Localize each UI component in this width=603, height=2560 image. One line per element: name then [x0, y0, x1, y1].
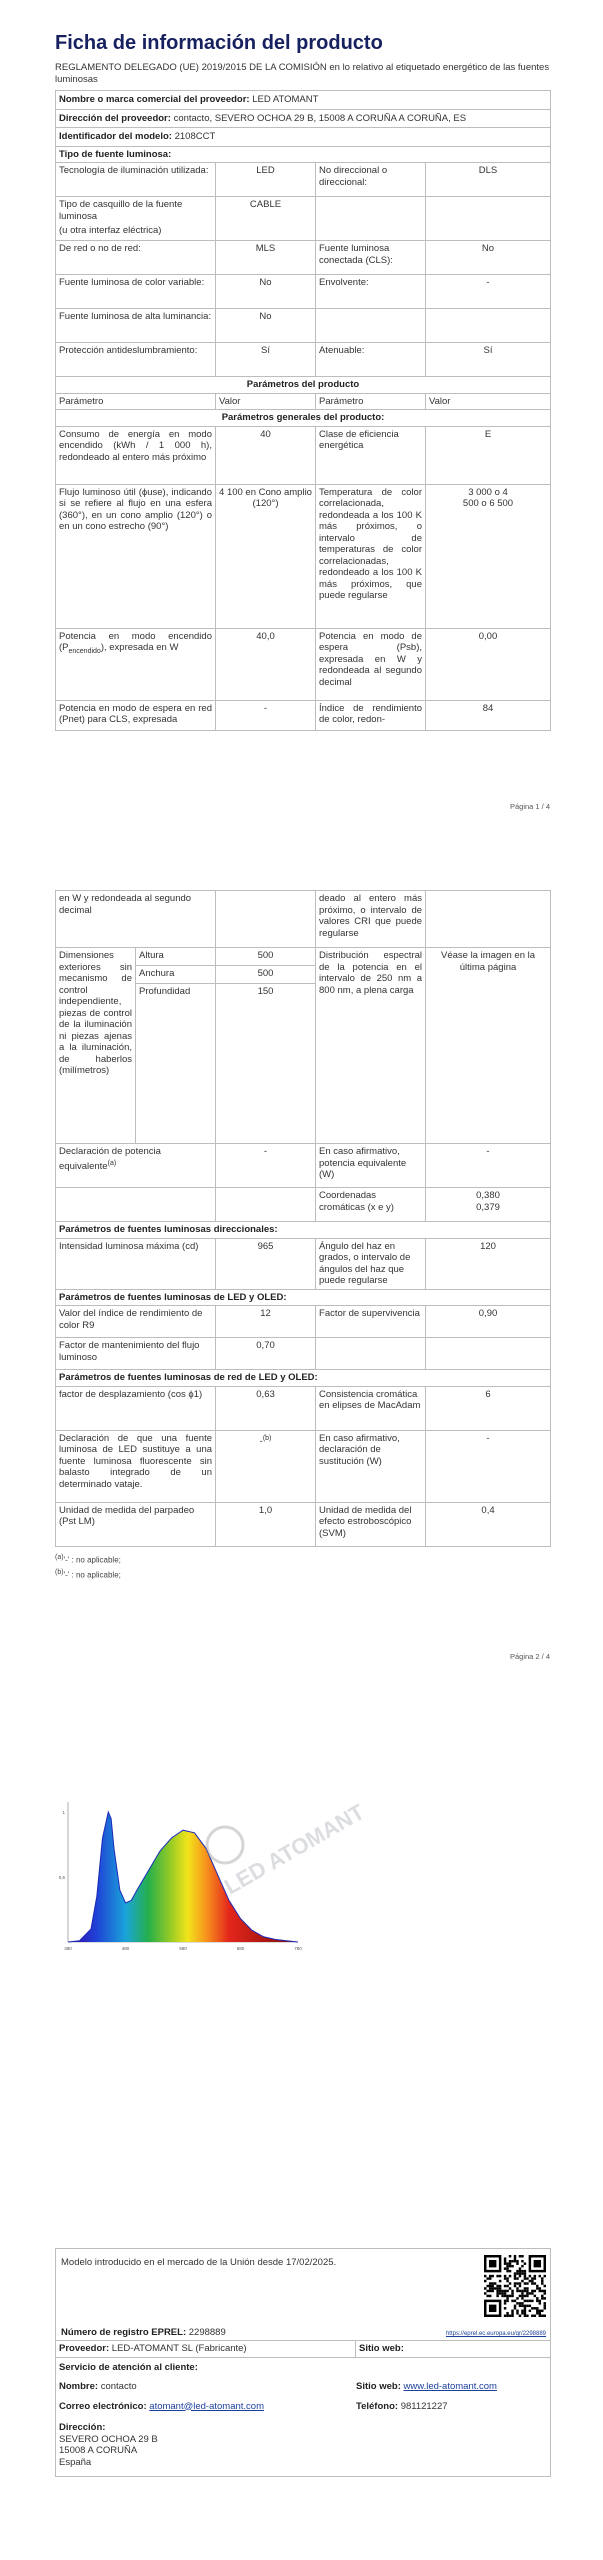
directional-header: Parámetros de fuentes luminosas direccionales:	[56, 1222, 551, 1239]
registry-box	[56, 2249, 551, 2341]
equiv-w-value: -	[426, 1144, 551, 1188]
mains-value-6: 0,4	[426, 1502, 551, 1546]
table-row	[56, 628, 551, 700]
lt-label-6: Envolvente:	[316, 275, 426, 309]
page-number-1: Página 1 / 4	[509, 802, 550, 811]
supplier-address-value: contacto, SEVERO OCHOA 29 B, 15008 A CORUÑA A CORUÑA, ES	[173, 112, 467, 124]
address-line-3: España	[59, 2456, 92, 2468]
x-tick-label: 480	[121, 1946, 130, 1951]
contact-phone-line	[356, 2401, 448, 2413]
pp-label-6: Potencia en modo de espera (Psb), expresada en W y redondeada al segundo decimal	[316, 628, 426, 700]
lt-value-3: MLS	[216, 241, 316, 275]
lt-value-7: No	[216, 309, 316, 343]
dir-label-1: Intensidad luminosa máxima (cd)	[56, 1238, 216, 1289]
supplier-value: LED-ATOMANT SL (Fabricante)	[111, 2343, 247, 2354]
table-row	[56, 163, 551, 197]
footnote-mark-b: (b)	[262, 1434, 272, 1442]
footnote-a	[55, 1551, 550, 1567]
empty-cell	[426, 197, 551, 241]
lt-label-3: De red o no de red:	[56, 241, 216, 275]
pp-label-3: Flujo luminoso útil (ϕuse), indicando si se refiere al flujo en una esfera (360°), en un cono amplio (120°) o en un cono estrecho (90°)	[56, 484, 216, 628]
address-line-2: 15008 A CORUÑA	[59, 2445, 138, 2456]
equiv-value: -	[216, 1144, 316, 1188]
led-value-1: 12	[216, 1306, 316, 1338]
col-value-2: Valor	[426, 393, 551, 410]
light-type-header: Tipo de fuente luminosa:	[56, 146, 551, 163]
equiv-text: Declaración de potencia equivalente	[59, 1146, 161, 1172]
pp-value-4	[426, 484, 551, 628]
mains-value-1: 0,63	[216, 1386, 316, 1430]
contact-web-link[interactable]: www.led-atomant.com	[403, 2381, 497, 2392]
website-label: Sitio web:	[359, 2343, 404, 2354]
service-header: Servicio de atención al cliente:	[59, 2361, 198, 2373]
pp-value-6: 0,00	[426, 628, 551, 700]
pp-value-2: E	[426, 426, 551, 484]
col-value-1: Valor	[216, 393, 316, 410]
lt-value-5: No	[216, 275, 316, 309]
mains-label-1: factor de desplazamiento (cos ϕ1)	[56, 1386, 216, 1430]
dir-value-1: 965	[216, 1238, 316, 1289]
power-on-label-b: ), expresada en W	[100, 642, 179, 653]
chromaticity-label: Coordenadas cromáticas (x e y)	[316, 1188, 426, 1222]
table-row	[56, 1306, 551, 1338]
spectral-label: Distribución espectral de la potencia en el intervalo de 250 nm a 800 nm, a plena carga	[316, 948, 426, 1144]
pp-value-1: 40	[216, 426, 316, 484]
lt-value-6: -	[426, 275, 551, 309]
lt-label-7: Fuente luminosa de alta luminancia:	[56, 309, 216, 343]
empty-cell	[316, 197, 426, 241]
contact-phone-label: Teléfono:	[356, 2400, 399, 2412]
table-row	[56, 891, 551, 948]
empty-cell	[426, 891, 551, 948]
table-row	[56, 1430, 551, 1502]
height-value: 500	[216, 948, 316, 966]
x-tick-label: 780	[294, 1946, 302, 1951]
dimensions-label: Dimensiones exteriores sin mecanismo de control independiente, piezas de control de la iluminación ni piezas ajenas a la iluminación, de haberlos (milímetros)	[56, 948, 136, 1144]
footnote-b-text: '-' : no aplicable;	[63, 1570, 121, 1580]
cct-line-2: 500 o 6 500	[462, 498, 514, 509]
table-row	[56, 1144, 551, 1188]
footnote-a-text: '-' : no aplicable;	[63, 1555, 121, 1565]
table-row	[56, 484, 551, 628]
watermark-logo	[207, 1799, 369, 1900]
table-row	[56, 1386, 551, 1430]
contact-name-label: Nombre:	[59, 2381, 99, 2392]
chroma-x: 0,380	[476, 1190, 500, 1201]
contact-phone-value: 981121227	[400, 2400, 448, 2412]
contact-email-line	[59, 2401, 356, 2413]
page-title: Ficha de información del producto	[55, 32, 383, 54]
power-on-sub: encendido	[68, 647, 101, 655]
empty-cell	[316, 1338, 426, 1370]
table-header-row	[56, 393, 551, 410]
led-label-2: Factor de supervivencia	[316, 1306, 426, 1338]
pp-value-5: 40,0	[216, 628, 316, 700]
table-row	[56, 197, 551, 241]
cct-line-1: 3 000 o 4	[468, 486, 508, 498]
lt-label-5: Fuente luminosa de color variable:	[56, 275, 216, 309]
table-row	[56, 309, 551, 343]
chromaticity-value	[426, 1188, 551, 1222]
lt-value-9: Sí	[426, 343, 551, 377]
registry-page	[55, 2248, 550, 2477]
qr-code-icon[interactable]	[484, 2255, 546, 2317]
empty-cell	[56, 1188, 216, 1222]
table-row	[56, 275, 551, 309]
footnote-b-mark: (b)	[55, 1569, 64, 1577]
pp-value-3: 4 100 en Cono amplio (120°)	[216, 484, 316, 628]
footnote-b	[55, 1566, 550, 1582]
supplier-address-label: Dirección del proveedor:	[59, 112, 171, 124]
params-table-continued	[55, 890, 551, 1547]
mains-value-4: -	[426, 1430, 551, 1502]
table-row	[56, 426, 551, 484]
led-value-2: 0,90	[426, 1306, 551, 1338]
lt-value-cap: CABLE	[216, 197, 316, 241]
eprel-line	[61, 2327, 226, 2339]
table-row	[56, 700, 551, 730]
mains-header: Parámetros de fuentes luminosas de red de LED y OLED:	[56, 1370, 551, 1387]
height-label: Altura	[136, 948, 216, 966]
supplier-table	[55, 90, 551, 163]
lt-cap-sub: (u otra interfaz eléctrica)	[59, 225, 162, 236]
mains-label-4: En caso afirmativo, declaración de sustitución (W)	[316, 1430, 426, 1502]
col-param-1: Parámetro	[56, 393, 216, 410]
chroma-y: 0,379	[476, 1201, 500, 1213]
product-sheet-page-1	[55, 30, 550, 731]
table-row	[56, 948, 551, 966]
contact-email-link[interactable]: atomant@led-atomant.com	[149, 2400, 265, 2412]
pp-label-8-cont: deado al entero más próximo, o intervalo de valores CRI que puede regularse	[316, 891, 426, 948]
mains-label-5: Unidad de medida del parpadeo (Pst LM)	[56, 1502, 216, 1546]
mains-label-2: Consistencia cromática en elipses de MacAdam	[316, 1386, 426, 1430]
address-line-1: SEVERO OCHOA 29 B	[59, 2433, 158, 2445]
equiv-w-label: En caso afirmativo, potencia equivalente (W)	[316, 1144, 426, 1188]
pp-value-8: 84	[426, 700, 551, 730]
market-intro-text: Modelo introducido en el mercado de la Unión desde 17/02/2025.	[61, 2257, 337, 2268]
contact-name-value: contacto	[100, 2381, 137, 2392]
lt-label-2: No direccional o direccional:	[316, 163, 426, 197]
contact-address-label: Dirección:	[59, 2422, 106, 2433]
width-value: 500	[216, 966, 316, 984]
led-label-1: Valor del índice de rendimiento de color R9	[56, 1306, 216, 1338]
pp-value-7: -	[216, 700, 316, 730]
general-params-header: Parámetros generales del producto:	[56, 410, 551, 427]
eprel-link[interactable]: https://eprel.ec.europa.eu/qr/2298889	[445, 2331, 547, 2337]
depth-label: Profundidad	[136, 984, 216, 1144]
lt-value-2: DLS	[426, 163, 551, 197]
mains-value-2: 6	[426, 1386, 551, 1430]
pp-label-1: Consumo de energía en modo encendido (kWh / 1 000 h), redondeado al entero más próximo	[56, 426, 216, 484]
spectral-value: Véase la imagen en la última página	[426, 948, 551, 1144]
led-label-3: Factor de mantenimiento del flujo luminoso	[56, 1338, 216, 1370]
registry-table	[55, 2248, 551, 2477]
mains-label-6: Unidad de medida del efecto estroboscópico (SVM)	[316, 1502, 426, 1546]
table-row	[56, 1188, 551, 1222]
mains-value-3-text: -	[259, 1435, 263, 1447]
supplier-name-value: LED ATOMANT	[252, 94, 319, 105]
pp-label-7: Potencia en modo de espera en red (Pnet) para CLS, expresada	[56, 700, 216, 730]
contact-web-line	[356, 2381, 497, 2393]
pp-label-2: Clase de eficiencia energética	[316, 426, 426, 484]
empty-cell	[216, 1188, 316, 1222]
led-value-3: 0,70	[216, 1338, 316, 1370]
supplier-label: Proveedor:	[59, 2343, 110, 2354]
empty-cell	[216, 891, 316, 948]
empty-cell	[316, 309, 426, 343]
product-params-header: Parámetros del producto	[56, 377, 551, 394]
qr-code-svg	[484, 2255, 546, 2317]
lt-value-1: LED	[216, 163, 316, 197]
model-id-value: 2108CCT	[174, 131, 216, 142]
mains-value-5: 1,0	[216, 1502, 316, 1546]
supplier-name-label: Nombre o marca comercial del proveedor:	[59, 94, 250, 105]
equiv-label	[56, 1144, 216, 1188]
dir-label-2: Ángulo del haz en grados, o intervalo de ángulos del haz que puede regularse	[316, 1238, 426, 1289]
spectrum-chart	[50, 1790, 369, 1960]
eprel-value: 2298889	[188, 2327, 226, 2338]
y-tick-label: 0,5	[58, 1875, 65, 1880]
depth-value: 150	[216, 984, 316, 1144]
page-number-2: Página 2 / 4	[509, 1652, 550, 1661]
led-header: Parámetros de fuentes luminosas de LED y OLED:	[56, 1289, 551, 1306]
model-id-label: Identificador del modelo:	[59, 131, 172, 142]
x-tick-label: 380	[64, 1946, 72, 1951]
lt-cap-text: Tipo de casquillo de la fuente luminosa	[59, 199, 183, 222]
table-row	[56, 343, 551, 377]
lt-label-9: Atenuable:	[316, 343, 426, 377]
pp-label-4: Temperatura de color correlacionada, redondeada a los 100 K más próximos, o intervalo de temperaturas de color correlacionadas, redondeado a los 100 K más próximos, que puede regularse	[316, 484, 426, 628]
lt-value-4: No	[426, 241, 551, 275]
dir-value-2: 120	[426, 1238, 551, 1289]
light-type-table	[55, 162, 551, 731]
lt-label-4: Fuente luminosa conectada (CLS):	[316, 241, 426, 275]
lt-label-1: Tecnología de iluminación utilizada:	[56, 163, 216, 197]
watermark-text: LED ATOMANT	[220, 1799, 369, 1900]
footnote-a-mark: (a)	[55, 1553, 64, 1561]
table-row	[56, 241, 551, 275]
mains-label-3: Declaración de que una fuente luminosa de LED sustituye a una fuente luminosa fluorescente sin balasto integrado de un determinado vataje.	[56, 1430, 216, 1502]
lt-value-8: Sí	[216, 343, 316, 377]
lt-label-cap	[56, 197, 216, 241]
eprel-label: Número de registro EPREL:	[61, 2327, 187, 2338]
empty-cell	[426, 1338, 551, 1370]
footnote-mark-a: (a)	[107, 1159, 117, 1167]
spectrum-svg	[50, 1790, 369, 1960]
service-box	[56, 2357, 551, 2477]
supplier-cell	[56, 2341, 356, 2358]
power-on-label-a: Potencia en modo encendido (P	[59, 630, 212, 653]
col-param-2: Parámetro	[316, 393, 426, 410]
table-row	[56, 1502, 551, 1546]
x-tick-label: 580	[179, 1946, 187, 1951]
pp-label-7-cont: en W y redondeada al segundo decimal	[56, 891, 216, 948]
width-label: Anchura	[136, 966, 216, 984]
pp-label-8: Índice de rendimiento de color, redon-	[316, 700, 426, 730]
product-sheet-page-2	[55, 890, 550, 1582]
regulation-text: REGLAMENTO DELEGADO (UE) 2019/2015 DE LA COMISIÓN en lo relativo al etiquetado energético de las fuentes luminosas	[55, 62, 550, 85]
x-tick-label: 680	[236, 1946, 245, 1951]
table-row	[56, 1338, 551, 1370]
contact-web-label: Sitio web:	[356, 2381, 401, 2392]
contact-email-label: Correo electrónico:	[59, 2400, 147, 2412]
empty-cell	[426, 309, 551, 343]
website-cell	[356, 2341, 551, 2358]
contact-name-line	[59, 2381, 356, 2393]
lt-label-8: Protección antideslumbramiento:	[56, 343, 216, 377]
y-tick-label: 1	[62, 1810, 65, 1815]
mains-value-3	[216, 1430, 316, 1502]
table-row	[56, 1238, 551, 1289]
pp-label-5	[56, 628, 216, 700]
